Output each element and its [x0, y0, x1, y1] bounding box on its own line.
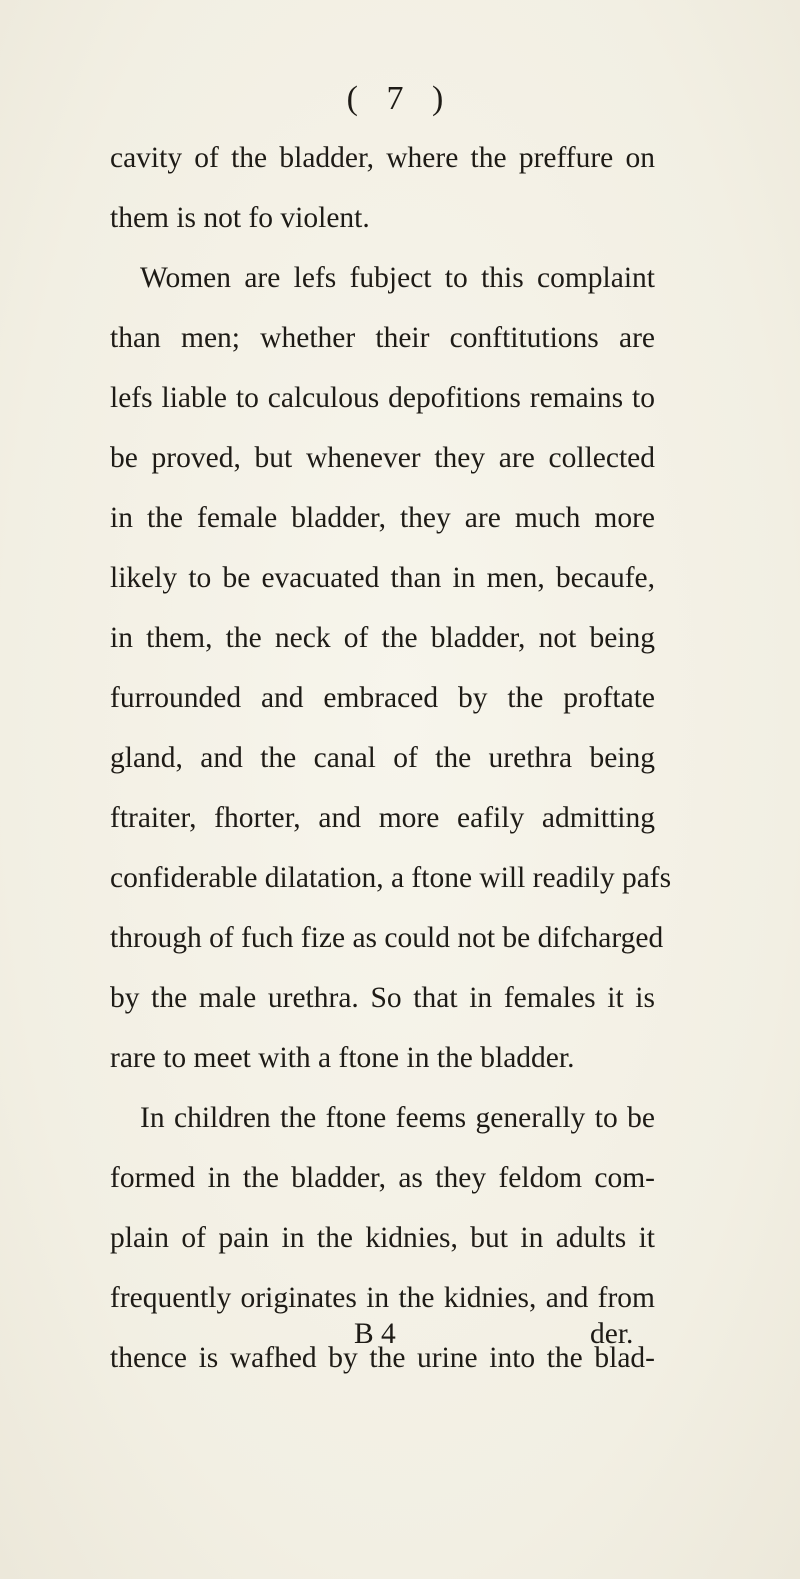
text-line: in the female bladder, they are much more	[110, 502, 655, 534]
text-line: them is not fo violent.	[110, 202, 370, 234]
text-line: In children the ftone feems generally to be	[140, 1102, 655, 1134]
text-line: rare to meet with a ftone in the bladder.	[110, 1042, 575, 1074]
text-line: through of fuch fize as could not be difcharged	[110, 922, 664, 954]
body-text	[110, 128, 672, 1388]
text-line: thence is wafhed by the urine into the blad-	[110, 1342, 655, 1374]
text-line: than men; whether their conftitutions are	[110, 322, 655, 354]
text-line: by the male urethra. So that in females it is	[110, 982, 655, 1014]
text-line: lefs liable to calculous depofitions remains to	[110, 382, 655, 414]
text-line: cavity of the bladder, where the preffure on	[110, 142, 655, 174]
text-line: Women are lefs fubject to this complaint	[140, 262, 655, 294]
text-line: plain of pain in the kidnies, but in adults it	[110, 1222, 655, 1254]
text-line: likely to be evacuated than in men, becaufe,	[110, 562, 655, 594]
signature-mark: B 4	[354, 1318, 396, 1350]
text-line: be proved, but whenever they are collected	[110, 442, 655, 474]
catchword: der.	[590, 1318, 634, 1350]
text-line: confiderable dilatation, a ftone will readily pafs	[110, 862, 672, 894]
text-line: in them, the neck of the bladder, not being	[110, 622, 655, 654]
page-footer	[0, 1310, 800, 1360]
text-line: furrounded and embraced by the proftate	[110, 682, 655, 714]
text-line: frequently originates in the kidnies, and from	[110, 1282, 655, 1314]
text-line: formed in the bladder, as they feldom com-	[110, 1162, 655, 1194]
page-number: ( 7 )	[346, 80, 454, 117]
text-line: gland, and the canal of the urethra being	[110, 742, 655, 774]
text-line: ftraiter, fhorter, and more eafily admitting	[110, 802, 655, 834]
